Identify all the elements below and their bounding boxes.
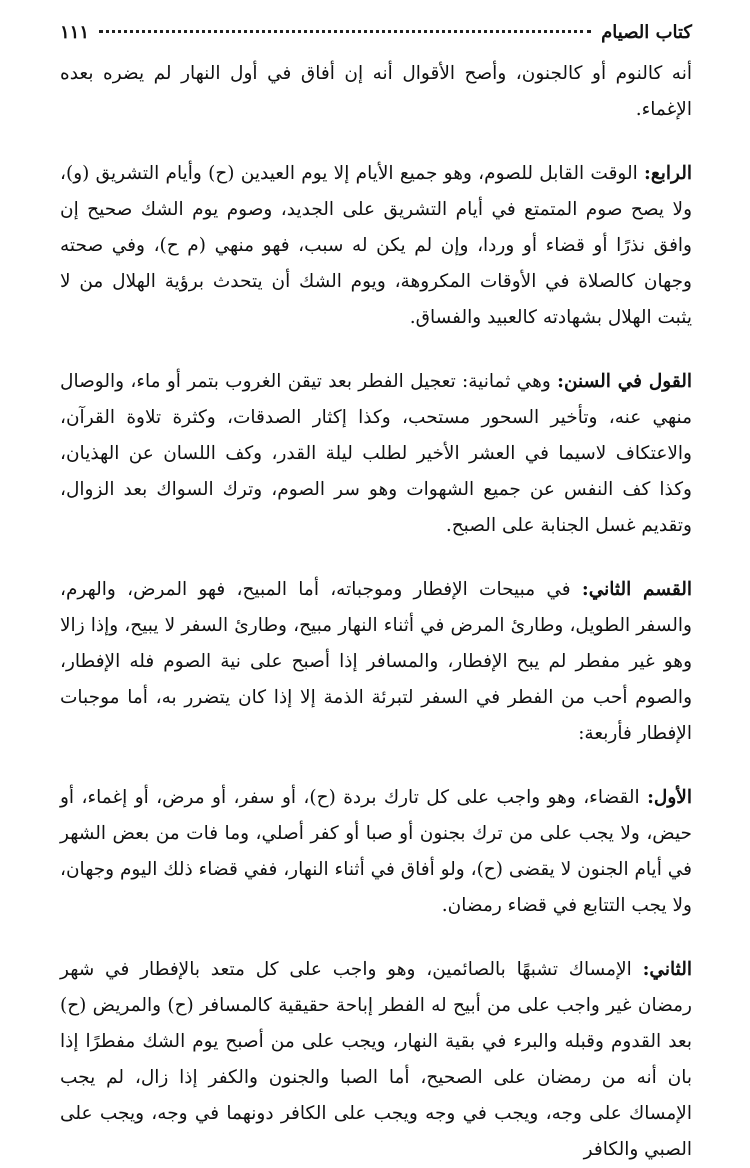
paragraph-heading: الأول: [647,787,692,808]
page-header [60,22,692,56]
paragraph-text: أنه كالنوم أو كالجنون، وأصح الأقوال أنه إن أفاق في أول النهار لم يضره بعده الإغماء. [60,63,692,120]
paragraph-heading: الرابع: [644,163,692,184]
paragraph-text: الوقت القابل للصوم، وهو جميع الأيام إلا يوم العيدين (ح) وأيام التشريق (و)، ولا يصح صوم المتمتع في أيام التشريق على الجديد، وصوم يوم الشك صحيح إن وافق نذرًا أو قضاء أو وردا، وإن لم يكن له سبب، فهو منهي (م ح)، وفي صحته وجهان كالصلاة في الأوقات المكروهة، ويوم الشك أن يتحدث برؤية الهلال من لا يثبت الهلال بشهادته كالعبيد والفساق. [60,163,692,328]
paragraph-second [60,952,692,1168]
paragraph-sunan [60,364,692,544]
running-title: كتاب الصيام [601,22,692,43]
paragraph-heading: الثاني: [642,959,692,980]
header-dotted-leader [99,30,591,33]
paragraph-continuation [60,56,692,128]
paragraph-text: القضاء، وهو واجب على كل تارك بردة (ح)، أو سفر، أو مرض، أو إغماء، أو حيض، ولا يجب على من ترك بجنون أو صبا أو كفر أصلي، وما فات من بعض الشهر في أيام الجنون لا يقضى (ح)، ولو أفاق في أثناء النهار، ففي قضاء ذلك اليوم وجهان، ولا يجب التتابع في قضاء رمضان. [60,787,692,916]
paragraph-first [60,780,692,924]
paragraph-fourth [60,156,692,336]
paragraph-text: في مبيحات الإفطار وموجباته، أما المبيح، فهو المرض، والهرم، والسفر الطويل، وطارئ المرض في أثناء النهار مبيح، وطارئ السفر لا يبيح، وإذا زالا وهو غير مفطر لم يبح الإفطار، والمسافر إذا أصبح على نية الصوم فله الإفطار، والصوم أحب من الفطر في السفر لتبرئة الذمة إلا إذا كان يتضرر به، أما موجبات الإفطار فأربعة: [60,579,692,744]
paragraph-text: وهي ثمانية: تعجيل الفطر بعد تيقن الغروب بتمر أو ماء، والوصال منهي عنه، وتأخير السحور مستحب، وكذا إكثار الصدقات، وكثرة تلاوة القرآن، والاعتكاف لاسيما في العشر الأخير لطلب ليلة القدر، وكف اللسان عن الهذيان، وكذا كف النفس عن جميع الشهوات وهو سر الصوم، وترك السواك بعد الزوال، وتقديم غسل الجنابة على الصبح. [60,371,692,536]
paragraph-heading: القول في السنن: [557,371,693,392]
paragraph-heading: القسم الثاني: [581,579,692,600]
paragraph-text: الإمساك تشبهًا بالصائمين، وهو واجب على كل متعد بالإفطار في شهر رمضان غير واجب على من أبيح له الفطر إباحة حقيقية كالمسافر (ح) والمريض (ح) بعد القدوم وقبله والبرء في بقية النهار، ويجب على من أصبح يوم الشك مفطرًا إذا بان أنه من رمضان على الصحيح، أما الصبا والجنون والكفر إذا زال، لم يجب الإمساك على وجه، ويجب في وجه ويجب على الكافر دونهما في وجه، ويجب على الصبي والكافر [60,959,692,1160]
page-number: ١١١ [60,22,90,43]
paragraph-second-section [60,572,692,752]
